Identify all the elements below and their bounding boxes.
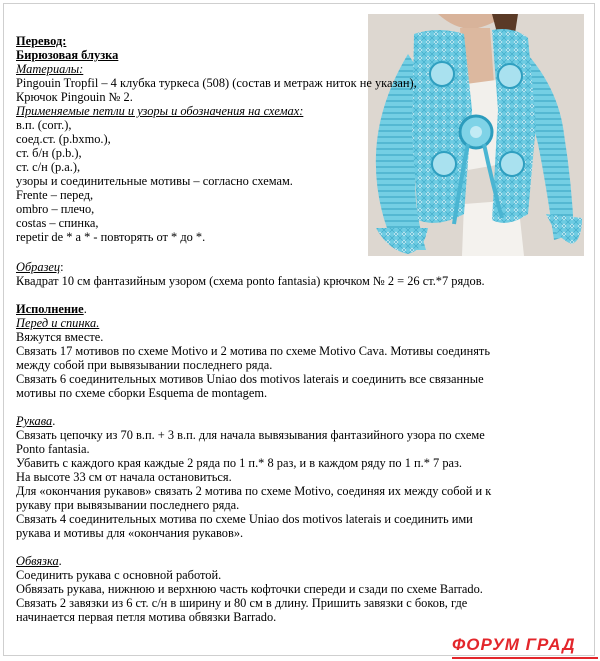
sleeves-line: Для «окончания рукавов» связать 2 мотива по схеме Motivo, соединяя их между собой и к: [16, 484, 492, 498]
abbr-line: соед.ст. (p.bxmo.),: [16, 132, 111, 146]
sleeves-line: Убавить с каждого края каждые 2 ряда по 1 п.* 8 раз, и в каждом ряду по 1 п.* 7 раз.: [16, 456, 463, 470]
front-back-line: мотивы по схеме сборки Esquema de montagem.: [16, 386, 268, 400]
sleeves-line: рукава и мотивы для «окончания рукавов».: [16, 526, 244, 540]
blouse-photo: [368, 14, 584, 256]
materials-hook: Крючок Pingouin № 2.: [16, 90, 133, 104]
materials-label: Материалы:: [16, 62, 84, 76]
abbr-line: Frente – перед,: [16, 188, 94, 202]
edging-line: Обвязать рукава, нижнюю и верхнюю часть кофточки спереди и сзади по схеме Barrado.: [16, 582, 483, 596]
sleeves-line: Связать цепочку из 70 в.п. + 3 в.п. для начала вывязывания фантазийного узора по схеме: [16, 428, 485, 442]
abbr-line: ст. с/н (p.a.),: [16, 160, 81, 174]
gauge-label: Образец: [16, 260, 61, 274]
sleeves-dot: .: [52, 414, 56, 428]
execution-heading: [16, 302, 87, 316]
abbr-line: costas – спинка,: [16, 216, 99, 230]
abbr-label: Применяемые петли и узоры и обозначения на схемах:: [16, 104, 304, 118]
front-back-label: Перед и спинка.: [16, 316, 100, 330]
edging-heading: [16, 554, 62, 568]
abbr-line: repetir de * a * - повторять от * до *.: [16, 230, 206, 244]
abbr-line: ст. б/н (p.b.),: [16, 146, 82, 160]
gauge-heading: [16, 260, 64, 274]
execution-dot: .: [83, 302, 87, 316]
sleeves-label: Рукава: [16, 414, 53, 428]
forum-grad-logo: ФОРУМ ГРАД: [452, 635, 576, 654]
logo-underline: [452, 657, 598, 659]
gauge-text: Квадрат 10 см фантазийным узором (схема ponto fantasia) крючком № 2 = 26 ст.*7 рядов.: [16, 274, 485, 288]
materials-yarn: Pingouin Tropfil – 4 клубка туркеса (508) (состав и метраж ниток не указан),: [16, 76, 417, 90]
front-back-line: между собой при вывязывании последнего ряда.: [16, 358, 273, 372]
gauge-colon: :: [60, 260, 64, 274]
sleeves-line: Ponto fantasia.: [16, 442, 90, 456]
sleeves-line: рукаву при вывязывании последнего ряда.: [16, 498, 240, 512]
edging-line: начинается первая петля мотива обвязки Barrado.: [16, 610, 277, 624]
abbr-line: в.п. (corr.),: [16, 118, 72, 132]
edging-line: Связать 2 завязки из 6 ст. с/н в ширину и 80 см в длину. Пришить завязки с боков, где: [16, 596, 468, 610]
execution-label: Исполнение: [16, 302, 84, 316]
edging-dot: .: [58, 554, 62, 568]
header-translation: Перевод:: [16, 34, 67, 48]
abbr-line: ombro – плечо,: [16, 202, 95, 216]
sleeves-line: На высоте 33 см от начала остановиться.: [16, 470, 232, 484]
doc-title: Бирюзовая блузка: [16, 48, 119, 62]
front-back-line: Связать 17 мотивов по схеме Motivo и 2 мотива по схеме Motivo Cava. Мотивы соединять: [16, 344, 490, 358]
front-back-line: Вяжутся вместе.: [16, 330, 104, 344]
abbr-line: узоры и соединительные мотивы – согласно схемам.: [16, 174, 293, 188]
front-back-line: Связать 6 соединительных мотивов Uniao dos motivos laterais и соединить все связанные: [16, 372, 484, 386]
edging-label: Обвязка: [16, 554, 59, 568]
sleeves-heading: [16, 414, 55, 428]
sleeves-line: Связать 4 соединительных мотива по схеме Uniao dos motivos laterais и соединить ими: [16, 512, 473, 526]
edging-line: Соединить рукава с основной работой.: [16, 568, 222, 582]
